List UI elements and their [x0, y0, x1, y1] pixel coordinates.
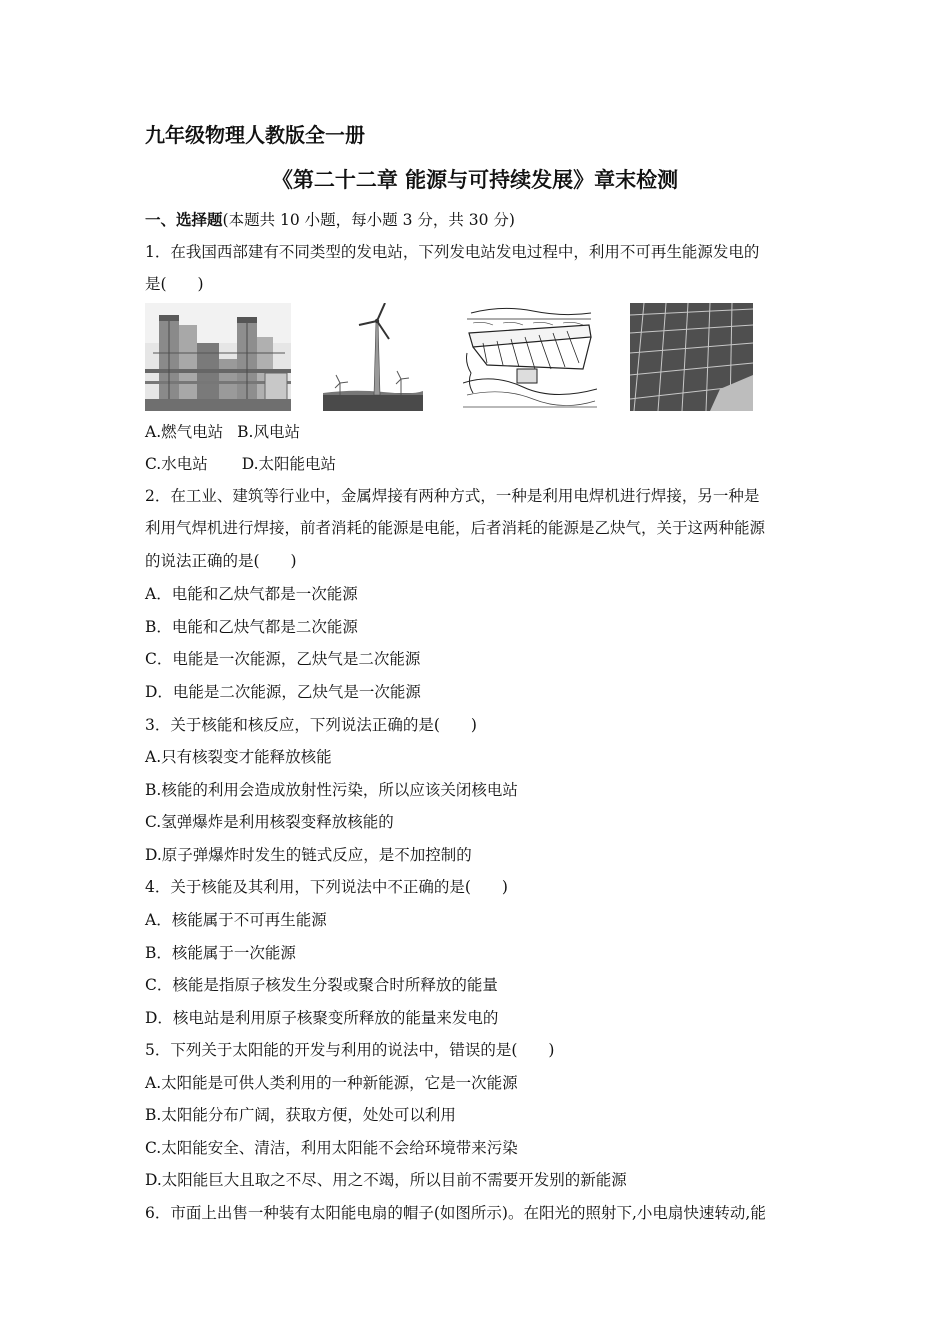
section-heading [145, 210, 515, 230]
q6-stem-line1: 6．市面上出售一种装有太阳能电扇的帽子(如图所示)。在阳光的照射下,小电扇快速转动,能 [145, 1204, 766, 1222]
gas-power-plant-photo [145, 303, 291, 411]
document-title: 《第二十二章 能源与可持续发展》章末检测 [271, 167, 679, 192]
q1-option-d: D.太阳能电站 [241, 455, 337, 473]
q2-option-c: C．电能是一次能源，乙炔气是二次能源 [145, 650, 421, 668]
q1-options-row2 [145, 454, 336, 474]
q1-options-row1 [145, 422, 300, 442]
q3-option-c: C.氢弹爆炸是利用核裂变释放核能的 [145, 813, 394, 831]
section-note: (本题共 10 小题，每小题 3 分，共 30 分) [222, 211, 515, 229]
wind-turbines-drawing [323, 303, 423, 411]
q2-option-d: D．电能是二次能源，乙炔气是一次能源 [145, 683, 421, 701]
q3-stem: 3．关于核能和核反应，下列说法正确的是( ) [145, 716, 477, 734]
solar-panels-photo [630, 303, 753, 411]
q5-stem: 5．下列关于太阳能的开发与利用的说法中，错误的是( ) [145, 1041, 555, 1059]
q2-option-b: B．电能和乙炔气都是二次能源 [145, 618, 358, 636]
q1-stem-line2: 是( ) [145, 275, 204, 293]
document-subtitle: 九年级物理人教版全一册 [145, 123, 365, 147]
hydro-dam-drawing [463, 303, 597, 411]
q1-stem-line1: 1．在我国西部建有不同类型的发电站，下列发电站发电过程中，利用不可再生能源发电的 [145, 243, 760, 261]
q4-stem: 4．关于核能及其利用，下列说法中不正确的是( ) [145, 878, 508, 896]
q2-stem-line1: 2．在工业、建筑等行业中，金属焊接有两种方式，一种是利用电焊机进行焊接，另一种是 [145, 487, 760, 505]
q5-option-b: B.太阳能分布广阔，获取方便，处处可以利用 [145, 1106, 456, 1124]
q2-option-a: A．电能和乙炔气都是一次能源 [145, 585, 358, 603]
q1-option-a: A.燃气电站 [145, 423, 224, 441]
q2-stem-line2: 利用气焊机进行焊接，前者消耗的能源是电能，后者消耗的能源是乙炔气，关于这两种能源 [145, 519, 766, 537]
q5-option-a: A.太阳能是可供人类利用的一种新能源，它是一次能源 [145, 1074, 518, 1092]
q4-option-a: A．核能属于不可再生能源 [145, 911, 327, 929]
q3-option-a: A.只有核裂变才能释放核能 [145, 748, 332, 766]
q1-option-b: B.风电站 [237, 423, 300, 441]
q4-option-d: D．核电站是利用原子核聚变所释放的能量来发电的 [145, 1009, 499, 1027]
q5-option-c: C.太阳能安全、清洁，利用太阳能不会给环境带来污染 [145, 1139, 518, 1157]
q3-option-b: B.核能的利用会造成放射性污染，所以应该关闭核电站 [145, 781, 518, 799]
q5-option-d: D.太阳能巨大且取之不尽、用之不竭，所以目前不需要开发别的新能源 [145, 1171, 627, 1189]
section-label: 一、选择题 [145, 210, 223, 229]
q1-option-c: C.水电站 [145, 455, 208, 473]
q2-stem-line3: 的说法正确的是( ) [145, 552, 297, 570]
q3-option-d: D.原子弹爆炸时发生的链式反应，是不加控制的 [145, 846, 472, 864]
q4-option-b: B．核能属于一次能源 [145, 944, 296, 962]
q4-option-c: C．核能是指原子核发生分裂或聚合时所释放的能量 [145, 976, 498, 994]
